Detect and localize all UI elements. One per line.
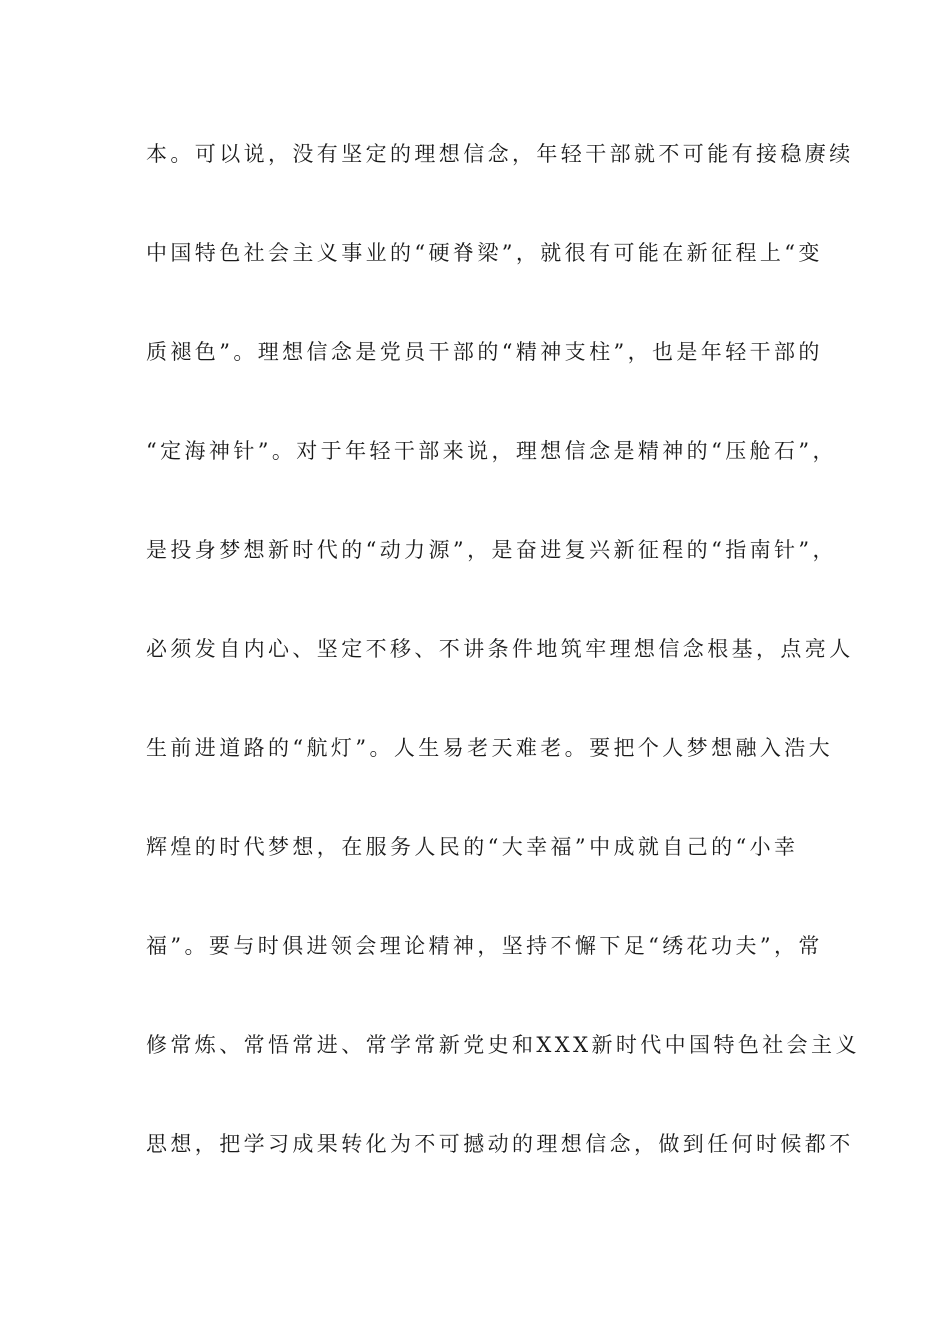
text-line: 中国特色社会主义事业的“硬脊梁”，就很有可能在新征程上“变: [146, 241, 823, 265]
text-line: 是投身梦想新时代的“动力源”，是奋进复兴新征程的“指南针”，: [146, 538, 837, 562]
text-line: 质褪色”。理想信念是党员干部的“精神支柱”，也是年轻干部的: [146, 340, 823, 364]
text-line: 必须发自内心、坚定不移、不讲条件地筑牢理想信念根基，点亮人: [146, 637, 854, 661]
text-line: 本。可以说，没有坚定的理想信念，年轻干部就不可能有接稳赓续: [146, 142, 854, 166]
text-line: 辉煌的时代梦想，在服务人民的“大幸福”中成就自己的“小幸: [146, 835, 799, 859]
body-paragraph: [146, 130, 860, 1219]
text-line: 修常炼、常悟常进、常学常新党史和XXX新时代中国特色社会主义: [146, 1033, 860, 1057]
text-line: 生前进道路的“航灯”。人生易老天难老。要把个人梦想融入浩大: [146, 736, 834, 760]
text-line: 思想，把学习成果转化为不可撼动的理想信念，做到任何时候都不: [146, 1132, 854, 1156]
text-line: “定海神针”。对于年轻干部来说，理想信念是精神的“压舱石”，: [146, 439, 837, 463]
text-line: 福”。要与时俱进领会理论精神，坚持不懈下足“绣花功夫”，常: [146, 934, 823, 958]
